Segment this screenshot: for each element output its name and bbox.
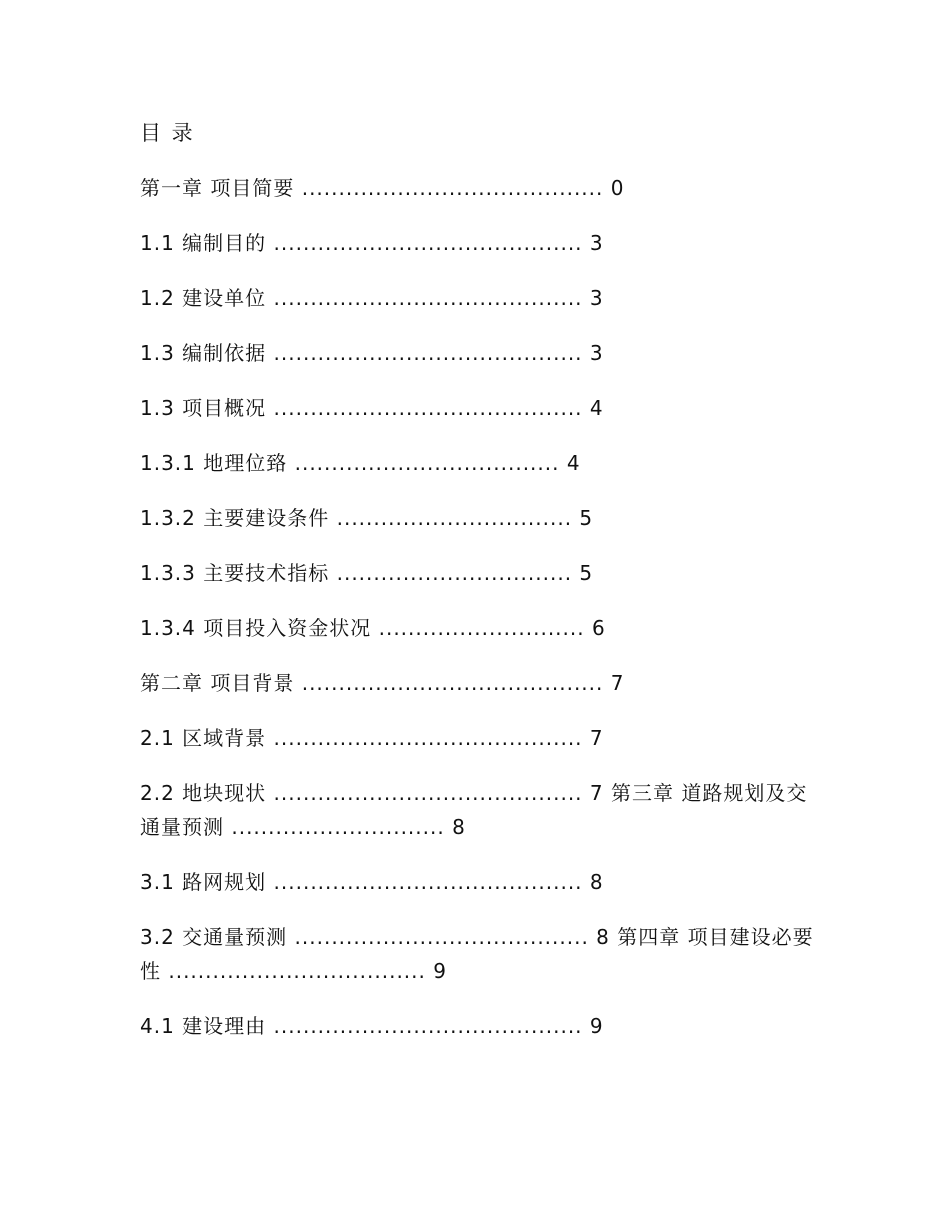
toc-entry-leader: .............................: [224, 815, 445, 839]
toc-entry-text: 2.2 地块现状: [140, 781, 267, 805]
toc-entry-text: 1.3 项目概况: [140, 396, 267, 420]
toc-entry-text: 3.1 路网规划: [140, 870, 267, 894]
toc-entry-page: 9: [582, 1014, 604, 1038]
toc-entry-page: 8: [582, 870, 604, 894]
toc-entry-text: 1.3.3 主要技术指标: [140, 561, 330, 585]
toc-chapter-text[interactable]: 第四章 项目建设必要性: [140, 925, 814, 983]
table-of-contents: [140, 116, 820, 1064]
toc-chapter-text[interactable]: 第三章 道路规划及交通量预测: [140, 781, 808, 839]
toc-entry-leader: ..........................................: [266, 726, 583, 750]
toc-entry-text: 1.2 建设单位: [140, 286, 267, 310]
toc-entry[interactable]: [140, 721, 820, 755]
toc-entry[interactable]: [140, 336, 820, 370]
toc-entry-leader: ........................................: [287, 925, 589, 949]
toc-entry-leader: ..........................................: [266, 870, 583, 894]
toc-entry-page: 8: [588, 925, 610, 949]
toc-entry[interactable]: [140, 171, 820, 205]
toc-entry[interactable]: [140, 1009, 820, 1043]
toc-entry-text: 2.1 区域背景: [140, 726, 267, 750]
toc-entry[interactable]: [140, 281, 820, 315]
toc-entry-text: 3.2 交通量预测: [140, 925, 288, 949]
toc-entry[interactable]: [140, 556, 820, 590]
toc-entry[interactable]: [140, 666, 820, 700]
toc-entry-leader: ..........................................: [266, 341, 583, 365]
toc-entry-leader: ..........................................: [266, 286, 583, 310]
toc-entry-text: 1.3 编制依据: [140, 341, 267, 365]
toc-entry[interactable]: [140, 865, 820, 899]
toc-entry-page: 0: [603, 176, 625, 200]
toc-entry-leader: ................................: [329, 561, 573, 585]
toc-entry-page: 9: [425, 959, 447, 983]
toc-entry[interactable]: [140, 776, 820, 844]
toc-entry[interactable]: [140, 391, 820, 425]
toc-entry-page: 7: [603, 671, 625, 695]
toc-entry-page: 8: [444, 815, 466, 839]
toc-entry-leader: .........................................: [294, 176, 604, 200]
toc-entry-leader: ..........................................: [266, 781, 583, 805]
toc-entry-leader: ..........................................: [266, 396, 583, 420]
toc-entry-page: 7: [582, 781, 604, 805]
toc-entry-leader: ..........................................: [266, 231, 583, 255]
toc-entry-page: 7: [582, 726, 604, 750]
toc-entry-leader: ..........................................: [266, 1014, 583, 1038]
toc-entry-page: 5: [572, 506, 594, 530]
toc-entry-text: 第二章 项目背景: [140, 671, 295, 695]
toc-entry-text: 4.1 建设理由: [140, 1014, 267, 1038]
toc-entry-text: 1.3.2 主要建设条件: [140, 506, 330, 530]
toc-entry-text: 1.1 编制目的: [140, 231, 267, 255]
toc-entry[interactable]: [140, 920, 820, 988]
toc-entry-page: 3: [582, 341, 604, 365]
toc-entry[interactable]: [140, 446, 820, 480]
toc-entry-page: 6: [584, 616, 606, 640]
toc-entry-leader: ................................: [329, 506, 573, 530]
toc-entry-leader: ...................................: [161, 959, 426, 983]
toc-entry-leader: .........................................: [294, 671, 604, 695]
toc-entry-text: 第一章 项目简要: [140, 176, 295, 200]
toc-entry[interactable]: [140, 611, 820, 645]
toc-title: 目 录: [140, 121, 195, 145]
toc-entry-page: 4: [559, 451, 581, 475]
toc-entry-text: 1.3.1 地理位臵: [140, 451, 288, 475]
toc-entry-text: 1.3.4 项目投入资金状况: [140, 616, 372, 640]
toc-entry-leader: ............................: [371, 616, 585, 640]
toc-entry-page: 3: [582, 231, 604, 255]
toc-entry-page: 5: [572, 561, 594, 585]
toc-entry-page: 4: [582, 396, 604, 420]
toc-entry-leader: ....................................: [287, 451, 560, 475]
toc-entry[interactable]: [140, 501, 820, 535]
toc-entry-page: 3: [582, 286, 604, 310]
toc-entry[interactable]: [140, 226, 820, 260]
